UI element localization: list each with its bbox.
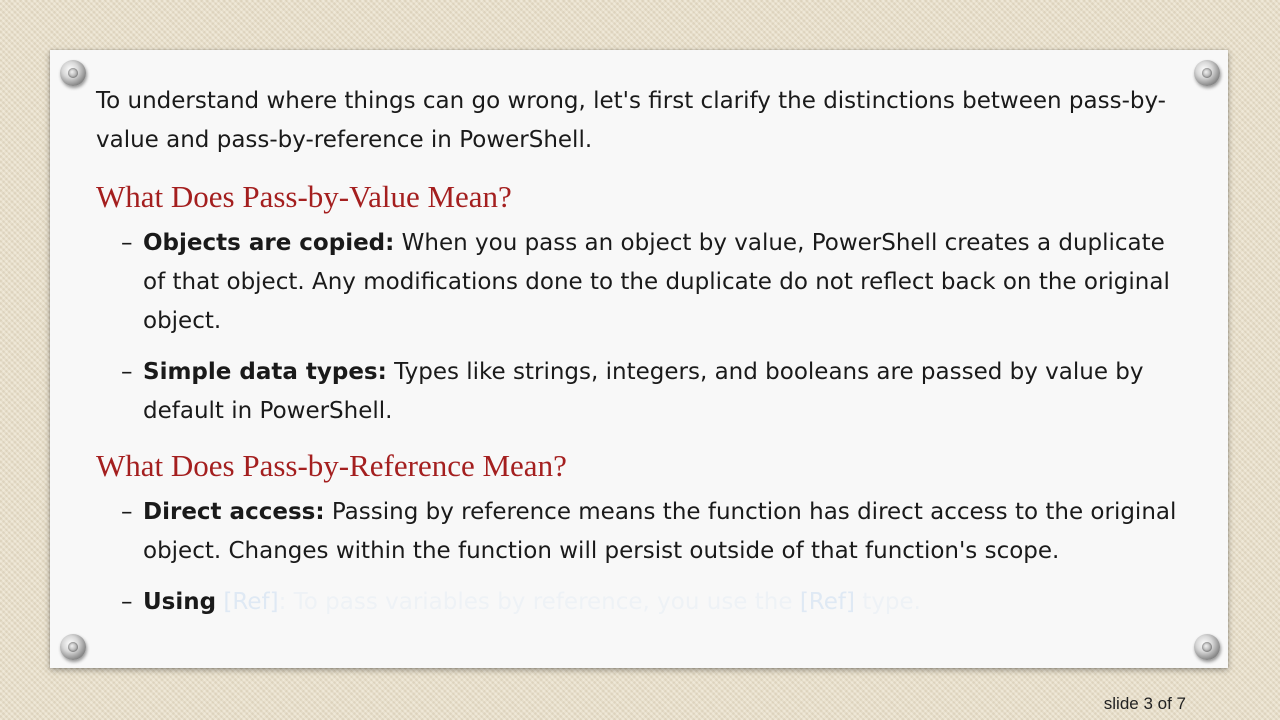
list-item [96, 493, 1186, 571]
section-heading-pass-by-reference: What Does Pass-by-Reference Mean? [96, 448, 567, 483]
pass-by-value-list [96, 224, 1186, 431]
pushpin-icon [1194, 60, 1220, 86]
bullet-term: Simple data types: [143, 359, 387, 385]
fading-text [223, 589, 921, 615]
pushpin-icon [60, 60, 86, 86]
pass-by-reference-list [96, 493, 1186, 622]
bullet-text: When you pass an object by value, PowerShell creates a duplicate of that object. Any modifications done to the duplicate do not reflect back on the original object. [143, 230, 1170, 334]
bullet-term: Direct access: [143, 499, 325, 525]
bullet-text: Passing by reference means the function has direct access to the original object. Changes within the function will persist outside of that function's scope. [143, 499, 1177, 564]
bullet-dash: – [121, 359, 133, 385]
bullet-dash: – [121, 499, 133, 525]
section-heading-pass-by-value: What Does Pass-by-Value Mean? [96, 179, 512, 214]
pushpin-icon [60, 634, 86, 660]
intro-paragraph: To understand where things can go wrong, let's first clarify the distinctions between pass-by-value and pass-by-reference in PowerShell. [96, 88, 1166, 153]
bullet-dash: – [121, 230, 133, 256]
slide-counter: slide 3 of 7 [1103, 694, 1186, 713]
bullet-text: Types like strings, integers, and booleans are passed by value by default in PowerShell. [143, 359, 1144, 424]
slide-content [96, 82, 1186, 634]
bullet-term: Using [143, 589, 217, 615]
list-item [96, 583, 1186, 622]
list-item [96, 353, 1186, 431]
bullet-text: : To pass variables by reference, you use the [278, 589, 793, 615]
bullet-dash: – [121, 589, 133, 615]
bullet-term: Objects are copied: [143, 230, 395, 256]
code-ref: [Ref] [223, 589, 279, 615]
pushpin-icon [1194, 634, 1220, 660]
bullet-text: type. [862, 589, 921, 615]
list-item [96, 224, 1186, 341]
code-ref: [Ref] [799, 589, 855, 615]
